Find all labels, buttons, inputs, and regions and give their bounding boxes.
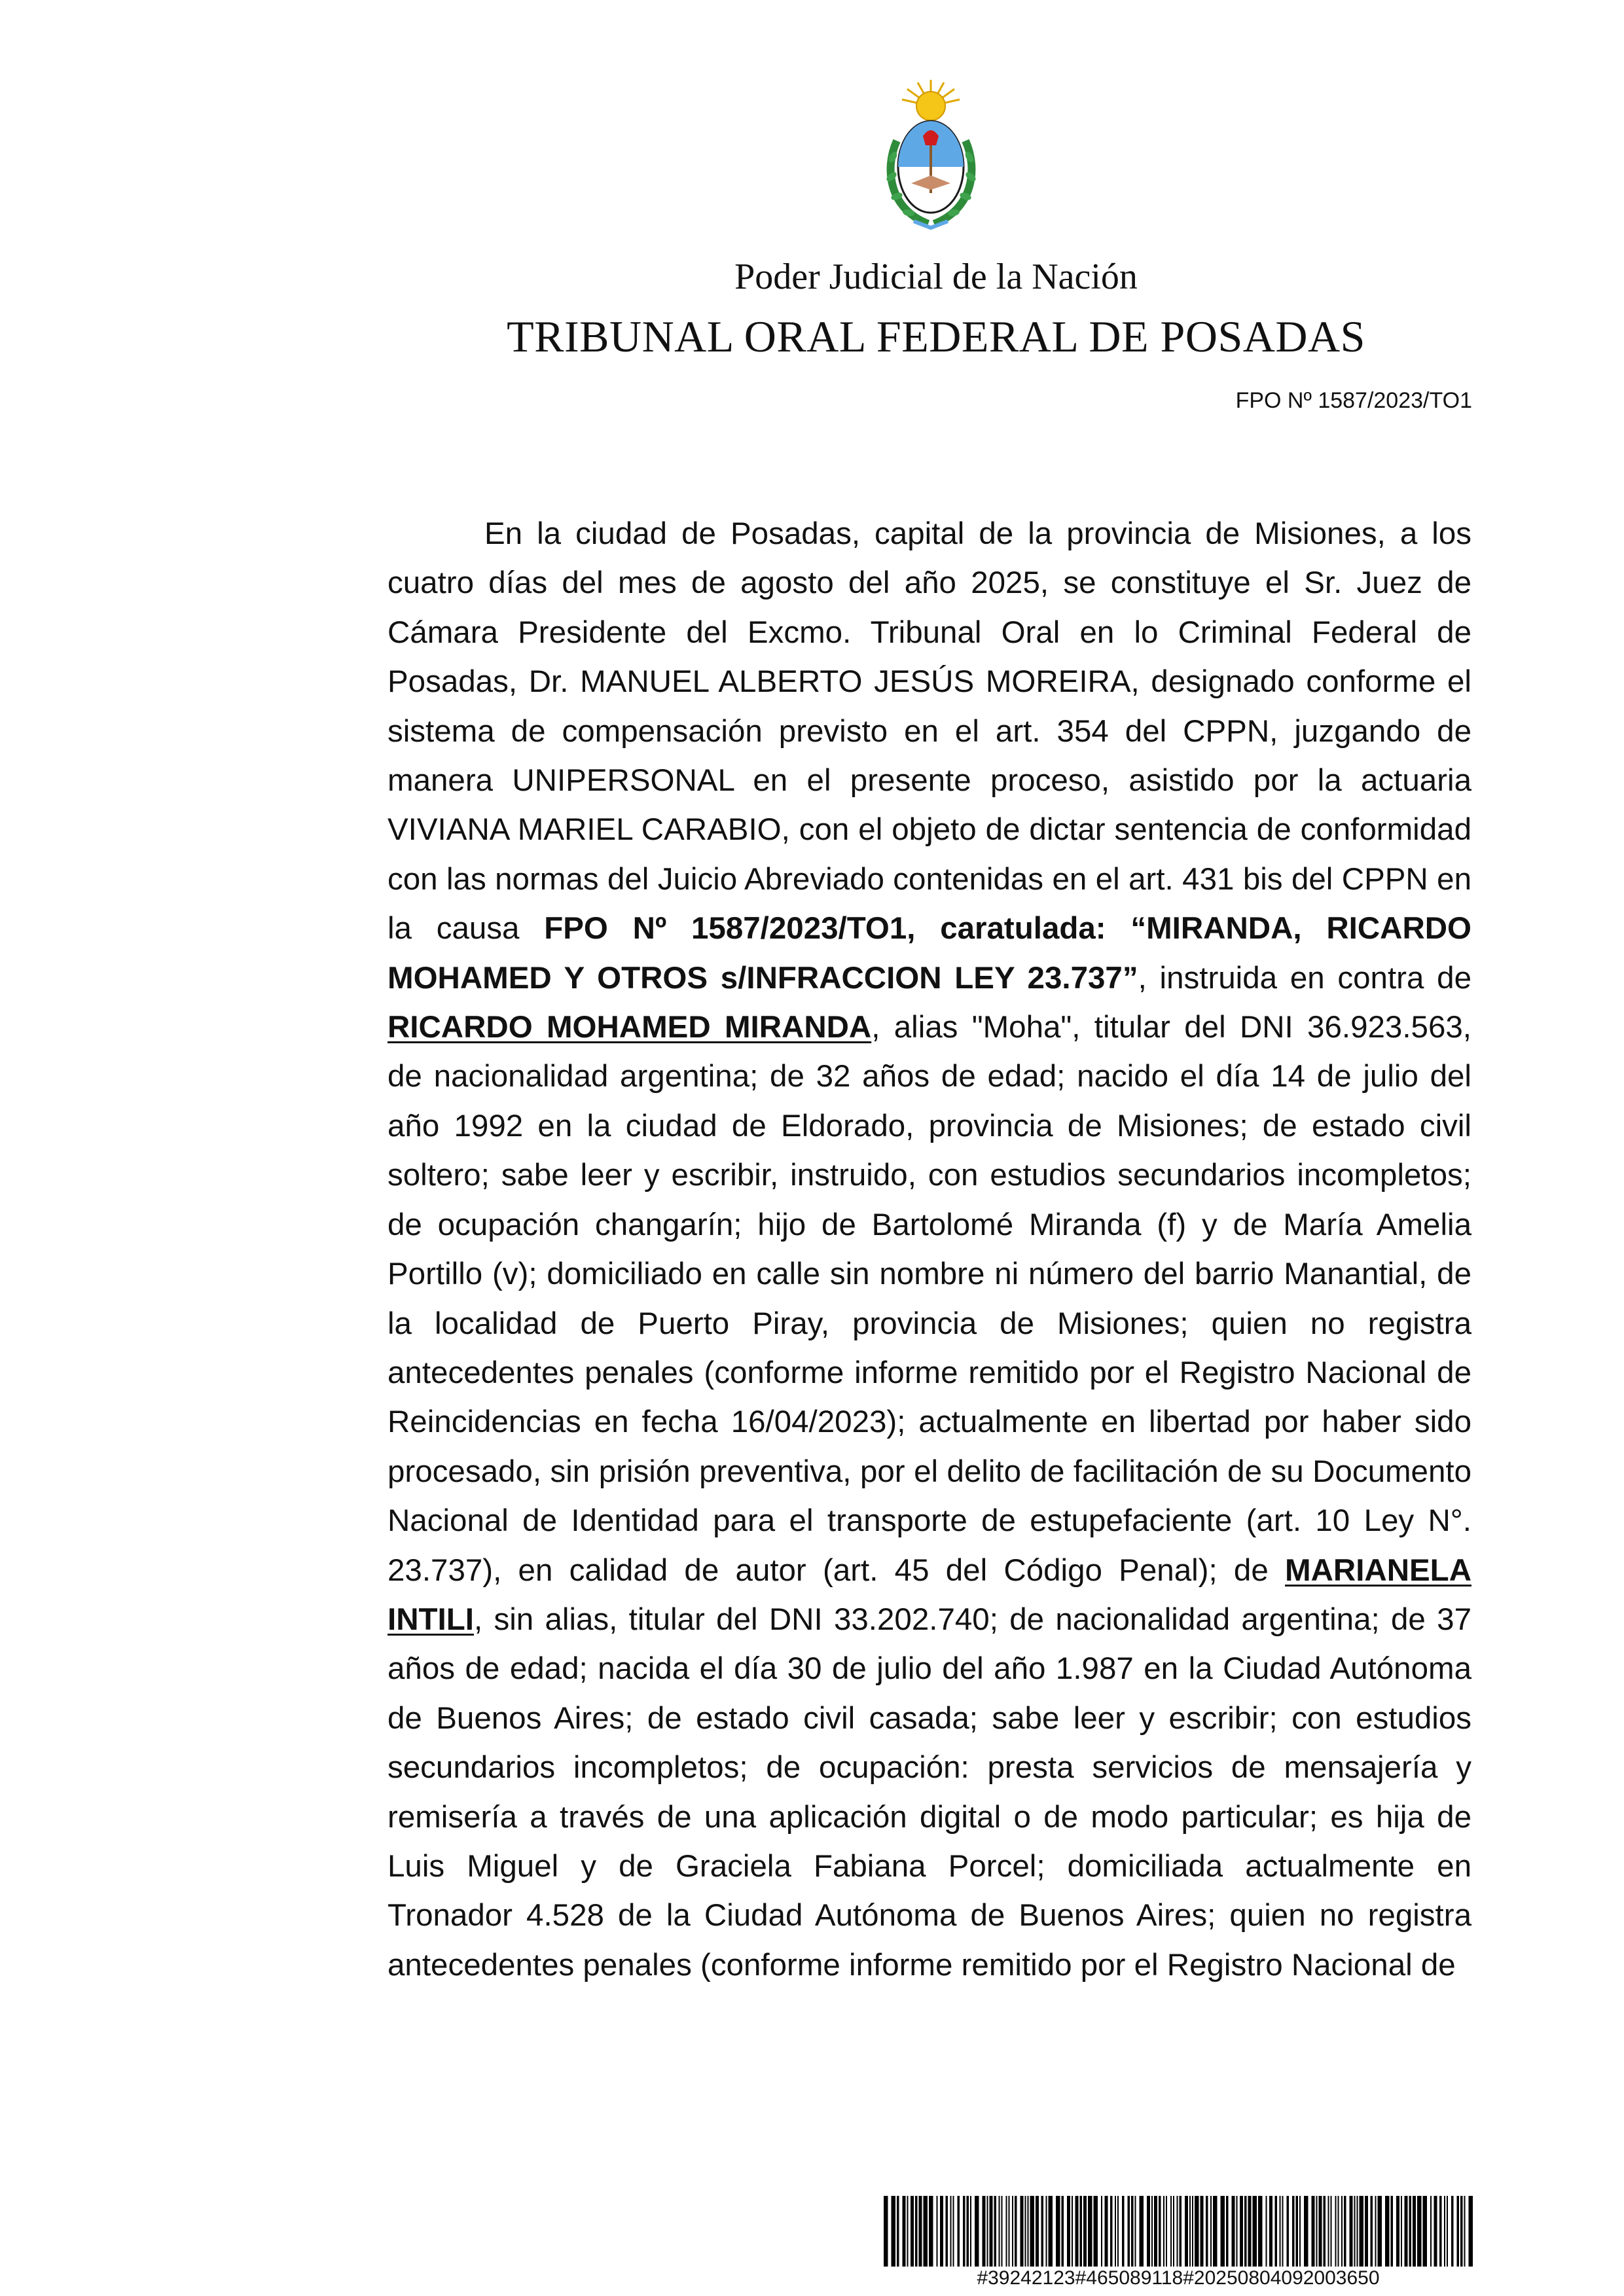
barcode-bar [1409, 2196, 1412, 2267]
barcode-bar [1401, 2196, 1402, 2267]
barcode-bar [975, 2196, 979, 2267]
barcode-bar [1135, 2196, 1136, 2267]
barcode-bar [924, 2196, 928, 2267]
barcode-bar [1210, 2196, 1212, 2267]
barcode-bar [1304, 2196, 1308, 2267]
barcode-bar [1378, 2196, 1382, 2267]
barcode-bar [1331, 2196, 1332, 2267]
barcode-bar [1110, 2196, 1113, 2267]
barcode-bar [1177, 2196, 1178, 2267]
defendant-name: RICARDO MOHAMED MIRANDA [388, 1010, 872, 1045]
barcode-bar [1357, 2196, 1358, 2267]
barcode-text: #39242123#465089118#20250804092003650 [977, 2267, 1380, 2289]
barcode-bar [1185, 2196, 1188, 2267]
barcode-bar [1236, 2196, 1238, 2267]
barcode-bar [1062, 2196, 1064, 2267]
barcode-bar [1287, 2196, 1290, 2267]
coat-of-arms-icon [877, 79, 985, 232]
barcode-bar [1312, 2196, 1315, 2267]
barcode-bar [1046, 2196, 1047, 2267]
barcode-bar [1041, 2196, 1044, 2267]
barcode-bar [1447, 2196, 1448, 2267]
barcode-bar [1028, 2196, 1029, 2267]
barcode-bar [919, 2196, 922, 2267]
barcode-bar [1350, 2196, 1353, 2267]
barcode-bar [1269, 2196, 1272, 2267]
barcode-bar [1159, 2196, 1161, 2267]
court-name: TRIBUNAL ORAL FEDERAL DE POSADAS [507, 312, 1365, 361]
barcode-bar [1192, 2196, 1193, 2267]
barcode-bar [1128, 2196, 1130, 2267]
barcode-bar [1360, 2196, 1364, 2267]
barcode-bar [1240, 2196, 1243, 2267]
barcode-bar [1375, 2196, 1377, 2267]
barcode-bar [987, 2196, 988, 2267]
barcode-bar [1434, 2196, 1437, 2267]
barcode-bar [1151, 2196, 1153, 2267]
barcode-bar [1338, 2196, 1339, 2267]
barcode-bar [929, 2196, 933, 2267]
barcode-bar [1025, 2196, 1026, 2267]
barcode-bar [1075, 2196, 1079, 2267]
barcode-bar [1292, 2196, 1295, 2267]
barcode-bar [1258, 2196, 1263, 2267]
barcode-bar [1316, 2196, 1318, 2267]
barcode-bar [983, 2196, 986, 2267]
barcode-bar [1101, 2196, 1102, 2267]
barcode-bar [1083, 2196, 1087, 2267]
barcode-bar [1067, 2196, 1070, 2267]
body-text-segment: , instruida en contra de [1138, 960, 1471, 996]
barcode-bar [1173, 2196, 1174, 2267]
barcode-bar [1147, 2196, 1150, 2267]
barcode-bar [1275, 2196, 1278, 2267]
barcode-bar [892, 2196, 896, 2267]
barcode-bar [1094, 2196, 1098, 2267]
barcode-bar [1213, 2196, 1218, 2267]
barcode-bar [1105, 2196, 1108, 2267]
barcode-bar [1319, 2196, 1322, 2267]
barcode-bar [1417, 2196, 1422, 2267]
barcode-icon [884, 2196, 1473, 2267]
case-reference: FPO Nº 1587/2023/TO1 [1235, 388, 1472, 413]
barcode-bar [1296, 2196, 1299, 2267]
case-caption: FPO Nº 1587/2023/TO1, caratulada: “MIRANDA, RICARDO MOHAMED Y OTROS s/INFRACCION LEY 23.737” [388, 911, 1471, 996]
barcode-bar [1206, 2196, 1208, 2267]
barcode-bar [1232, 2196, 1235, 2267]
barcode-bar [1200, 2196, 1204, 2267]
barcode-bar [994, 2196, 997, 2267]
barcode-bar [1464, 2196, 1466, 2267]
barcode-bar [884, 2196, 888, 2267]
barcode-bar [1430, 2196, 1432, 2267]
barcode-bar [999, 2196, 1000, 2267]
barcode-bar [1140, 2196, 1144, 2267]
barcode-bar [1170, 2196, 1172, 2267]
barcode-bar [1072, 2196, 1073, 2267]
barcode-bar [1049, 2196, 1053, 2267]
defendant-name: MARIANELA INTILI [388, 1552, 1471, 1637]
barcode-bar [1423, 2196, 1428, 2267]
barcode-bar [1451, 2196, 1454, 2267]
barcode-bar [1365, 2196, 1368, 2267]
barcode-bar [1391, 2196, 1394, 2267]
barcode-bar [1469, 2196, 1473, 2267]
barcode-bar [1457, 2196, 1460, 2267]
barcode-bar [1088, 2196, 1092, 2267]
body-text-segment: , sin alias, titular del DNI 33.202.740; de nacionalidad argentina; de 37 años de edad; nacida el día 30 de julio del año 1.987 en la Ciudad Autónoma de Buenos Aires; de estado civil casada; sabe leer y escribir; con estudios secundarios incompletos; de ocupación: presta servicios de mensajería y remisería a través de una aplicación digital o de modo particular; es hija de Luis Miguel y de Graciela Fabiana Porcel; domiciliada actualmente en Tronador 4.528 de la Ciudad Autónoma de Buenos Aires; quien no registra antecedentes penales (conforme informe remitido por el Registro Nacional de [388, 1602, 1471, 1982]
document-barcode [884, 2196, 1473, 2291]
barcode-bar [1280, 2196, 1281, 2267]
barcode-bar [1396, 2196, 1399, 2267]
barcode-bar [1115, 2196, 1116, 2267]
barcode-bar [1439, 2196, 1442, 2267]
barcode-bar [1335, 2196, 1337, 2267]
barcode-bar [1341, 2196, 1343, 2267]
barcode-bar [903, 2196, 906, 2267]
barcode-bar [1299, 2196, 1301, 2267]
barcode-bar [1405, 2196, 1408, 2267]
barcode-bar [1282, 2196, 1284, 2267]
barcode-bar [907, 2196, 909, 2267]
barcode-bar [1385, 2196, 1390, 2267]
barcode-bar [1324, 2196, 1326, 2267]
barcode-bar [1080, 2196, 1083, 2267]
barcode-bar [897, 2196, 899, 2267]
barcode-bar [1001, 2196, 1003, 2267]
barcode-bar [911, 2196, 914, 2267]
barcode-bar [1036, 2196, 1039, 2267]
body-text-segment: En la ciudad de Posadas, capital de la provincia de Misiones, a los cuatro días del mes de agosto del año 2025, se constituye el Sr. Juez de Cámara Presidente del Excmo. Tribunal Oral en lo Criminal Federal de Posadas, Dr. MANUEL ALBERTO JESÚS MOREIRA, designado conforme el sistema de compensación previsto en el art. 354 del CPPN, juzgando de manera UNIPERSONAL en el presente proceso, asistido por la actuaria VIVIANA MARIEL CARABIO, con el objeto de dictar sentencia de conformidad con las normas del Juicio Abreviado contenidas en el art. 431 bis del CPPN en la causa [388, 516, 1471, 946]
barcode-bar [937, 2196, 938, 2267]
barcode-bar [1266, 2196, 1267, 2267]
barcode-bar [1460, 2196, 1463, 2267]
barcode-bar [1030, 2196, 1035, 2267]
barcode-bar [1117, 2196, 1119, 2267]
barcode-bar [1166, 2196, 1167, 2267]
barcode-bar [990, 2196, 993, 2267]
barcode-bar [958, 2196, 960, 2267]
barcode-bar [1195, 2196, 1199, 2267]
barcode-bar [1413, 2196, 1416, 2267]
barcode-bar [1020, 2196, 1024, 2267]
barcode-bar [1253, 2196, 1257, 2267]
body-text-segment: , alias "Moha", titular del DNI 36.923.563, de nacionalidad argentina; de 32 años de edad; nacido el día 14 de julio del año 1992 en la ciudad de Eldorado, provincia de Misiones; de estado civil soltero; sabe leer y escribir, instruido, con estudios secundarios incompletos; de ocupación changarín; hijo de Bartolomé Miranda (f) y de María Amelia Portillo (v); domiciliado en calle sin nombre ni número del barrio Manantial, de la localidad de Puerto Piray, provincia de Misiones; quien no registra antecedentes penales (conforme informe remitido por el Registro Nacional de Reincidencias en fecha 16/04/2023); actualmente en libertad por haber sido procesado, sin prisión preventiva, por el delito de facilitación de su Documento Nacional de Identidad para el transporte de estupefaciente (art. 10 Ley N°. 23.737), en calidad de autor (art. 45 del Código Penal); de [388, 1010, 1471, 1588]
barcode-bar [1221, 2196, 1225, 2267]
barcode-bar [1015, 2196, 1017, 2267]
barcode-bar [1226, 2196, 1229, 2267]
barcode-bar [1354, 2196, 1356, 2267]
barcode-bar [940, 2196, 943, 2267]
barcode-bar [1012, 2196, 1013, 2267]
organization-name: Poder Judicial de la Nación [734, 257, 1138, 297]
barcode-bar [915, 2196, 918, 2267]
barcode-bar [963, 2196, 965, 2267]
barcode-bar [1371, 2196, 1373, 2267]
barcode-bar [1163, 2196, 1164, 2267]
barcode-bar [967, 2196, 969, 2267]
barcode-bar [1006, 2196, 1007, 2267]
barcode-bar [1248, 2196, 1252, 2267]
barcode-bar [1180, 2196, 1182, 2267]
barcode-bar [950, 2196, 952, 2267]
barcode-bar [1244, 2196, 1247, 2267]
document-body [388, 509, 1471, 1990]
barcode-bar [946, 2196, 948, 2267]
barcode-bar [1009, 2196, 1010, 2267]
barcode-bar [1444, 2196, 1445, 2267]
barcode-bar [1344, 2196, 1346, 2267]
barcode-bar [1189, 2196, 1191, 2267]
barcode-bar [1328, 2196, 1329, 2267]
barcode-bar [953, 2196, 954, 2267]
barcode-bar [1056, 2196, 1060, 2267]
barcode-bar [1154, 2196, 1157, 2267]
barcode-bar [1131, 2196, 1134, 2267]
barcode-bar [1122, 2196, 1125, 2267]
barcode-bar [970, 2196, 971, 2267]
